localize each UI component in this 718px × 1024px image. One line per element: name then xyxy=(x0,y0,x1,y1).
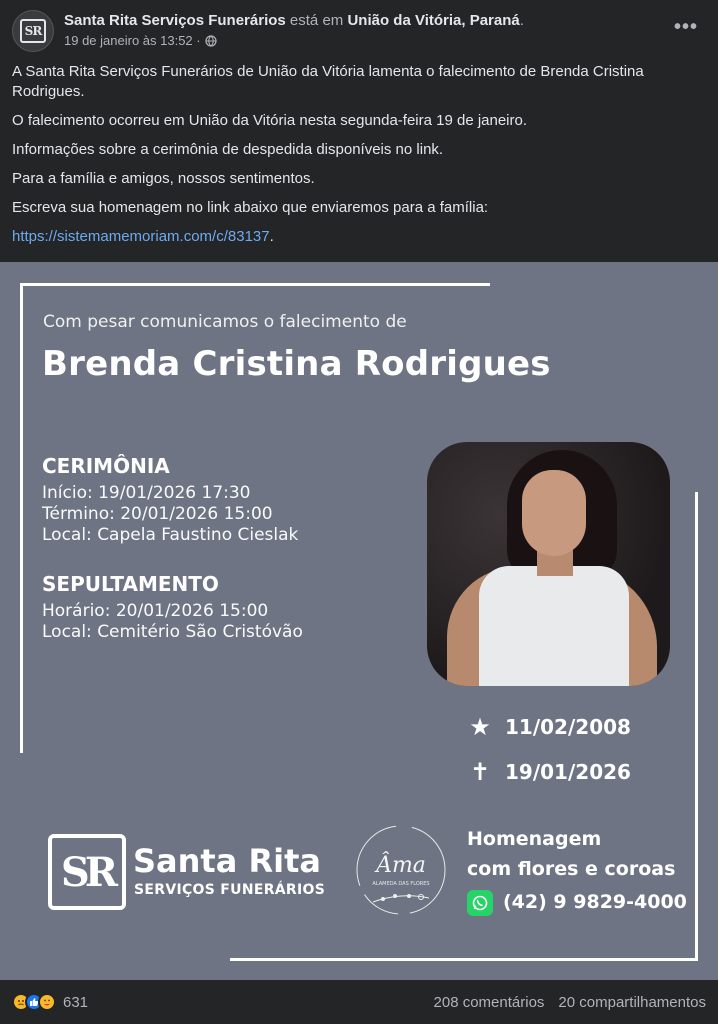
whatsapp-icon xyxy=(467,890,493,916)
header-text xyxy=(64,11,524,51)
post-timestamp[interactable]: 19 de janeiro às 13:52 · xyxy=(64,33,201,48)
post-paragraph: Informações sobre a cerimônia de despedida disponíveis no link. xyxy=(12,141,444,158)
more-options-icon[interactable]: ••• xyxy=(673,16,698,38)
link-suffix: . xyxy=(269,228,274,245)
location-prefix: está em xyxy=(289,12,344,29)
logo-mark: SR xyxy=(60,848,114,896)
frame-line xyxy=(20,283,490,286)
deceased-name: Brenda Cristina Rodrigues xyxy=(42,344,551,384)
santa-rita-logo-icon: SR xyxy=(20,19,46,43)
ceremony-title: CERIMÔNIA xyxy=(42,454,170,478)
post-meta xyxy=(64,31,524,51)
post-footer xyxy=(0,980,718,1024)
reactions-summary[interactable] xyxy=(12,993,88,1011)
care-reaction-icon xyxy=(38,993,56,1011)
phone-number: (42) 9 9829-4000 xyxy=(503,891,687,913)
location-suffix: . xyxy=(519,12,524,29)
cross-icon: ✝ xyxy=(469,758,491,786)
death-date-row xyxy=(467,758,631,786)
header-title-line xyxy=(64,11,524,31)
ceremony-place: Local: Capela Faustino Cieslak xyxy=(42,525,299,545)
post-paragraph: O falecimento ocorreu em União da Vitória nesta segunda-feira 19 de janeiro. xyxy=(12,112,528,129)
portrait-photo xyxy=(427,442,670,686)
tribute-line-1: Homenagem xyxy=(467,828,602,850)
ceremony-end: Término: 20/01/2026 15:00 xyxy=(42,504,273,524)
post-paragraph: Escreva sua homenagem no link abaixo que enviaremos para a família: xyxy=(12,199,489,216)
globe-icon xyxy=(205,35,217,47)
shares-count-link[interactable]: 20 compartilhamentos xyxy=(558,993,706,1011)
reaction-count: 631 xyxy=(63,993,89,1011)
frame-line xyxy=(20,283,23,753)
obituary-card[interactable] xyxy=(0,262,718,980)
birth-date-row xyxy=(467,713,631,741)
santa-rita-logo xyxy=(48,834,126,910)
card-intro: Com pesar comunicamos o falecimento de xyxy=(43,312,407,332)
logo-subtitle: SERVIÇOS FUNERÁRIOS xyxy=(134,882,326,898)
star-icon: ★ xyxy=(469,713,491,741)
logo-name: Santa Rita xyxy=(133,842,321,880)
comments-count-link[interactable]: 208 comentários xyxy=(433,993,545,1011)
ama-name: Âma xyxy=(376,853,426,878)
birth-date: 11/02/2008 xyxy=(505,715,631,739)
ama-tagline: ALAMEDA DAS FLORES xyxy=(372,881,430,887)
location-link[interactable]: União da Vitória, Paraná xyxy=(347,12,520,29)
post-paragraph: Para a família e amigos, nossos sentimentos. xyxy=(12,170,315,187)
tribute-line-2: com flores e coroas xyxy=(467,858,676,880)
ama-flowers-logo xyxy=(353,822,449,918)
post-paragraph: A Santa Rita Serviços Funerários de União da Vitória lamenta o falecimento de Brenda Cristina Rodrigues. xyxy=(12,63,644,100)
burial-title: SEPULTAMENTO xyxy=(42,572,219,596)
memorial-link[interactable]: https://sistemamemoriam.com/c/83137 xyxy=(12,228,270,245)
frame-line xyxy=(230,958,698,961)
ceremony-start: Início: 19/01/2026 17:30 xyxy=(42,483,251,503)
post-header xyxy=(12,10,706,54)
death-date: 19/01/2026 xyxy=(505,760,631,784)
page-avatar[interactable] xyxy=(12,10,54,52)
burial-time: Horário: 20/01/2026 15:00 xyxy=(42,601,269,621)
frame-line xyxy=(695,492,698,960)
engagement-stats xyxy=(434,994,706,1011)
post-body xyxy=(12,62,706,256)
page-name-link[interactable]: Santa Rita Serviços Funerários xyxy=(64,12,286,29)
post-link-paragraph xyxy=(12,227,706,247)
burial-place: Local: Cemitério São Cristóvão xyxy=(42,622,303,642)
